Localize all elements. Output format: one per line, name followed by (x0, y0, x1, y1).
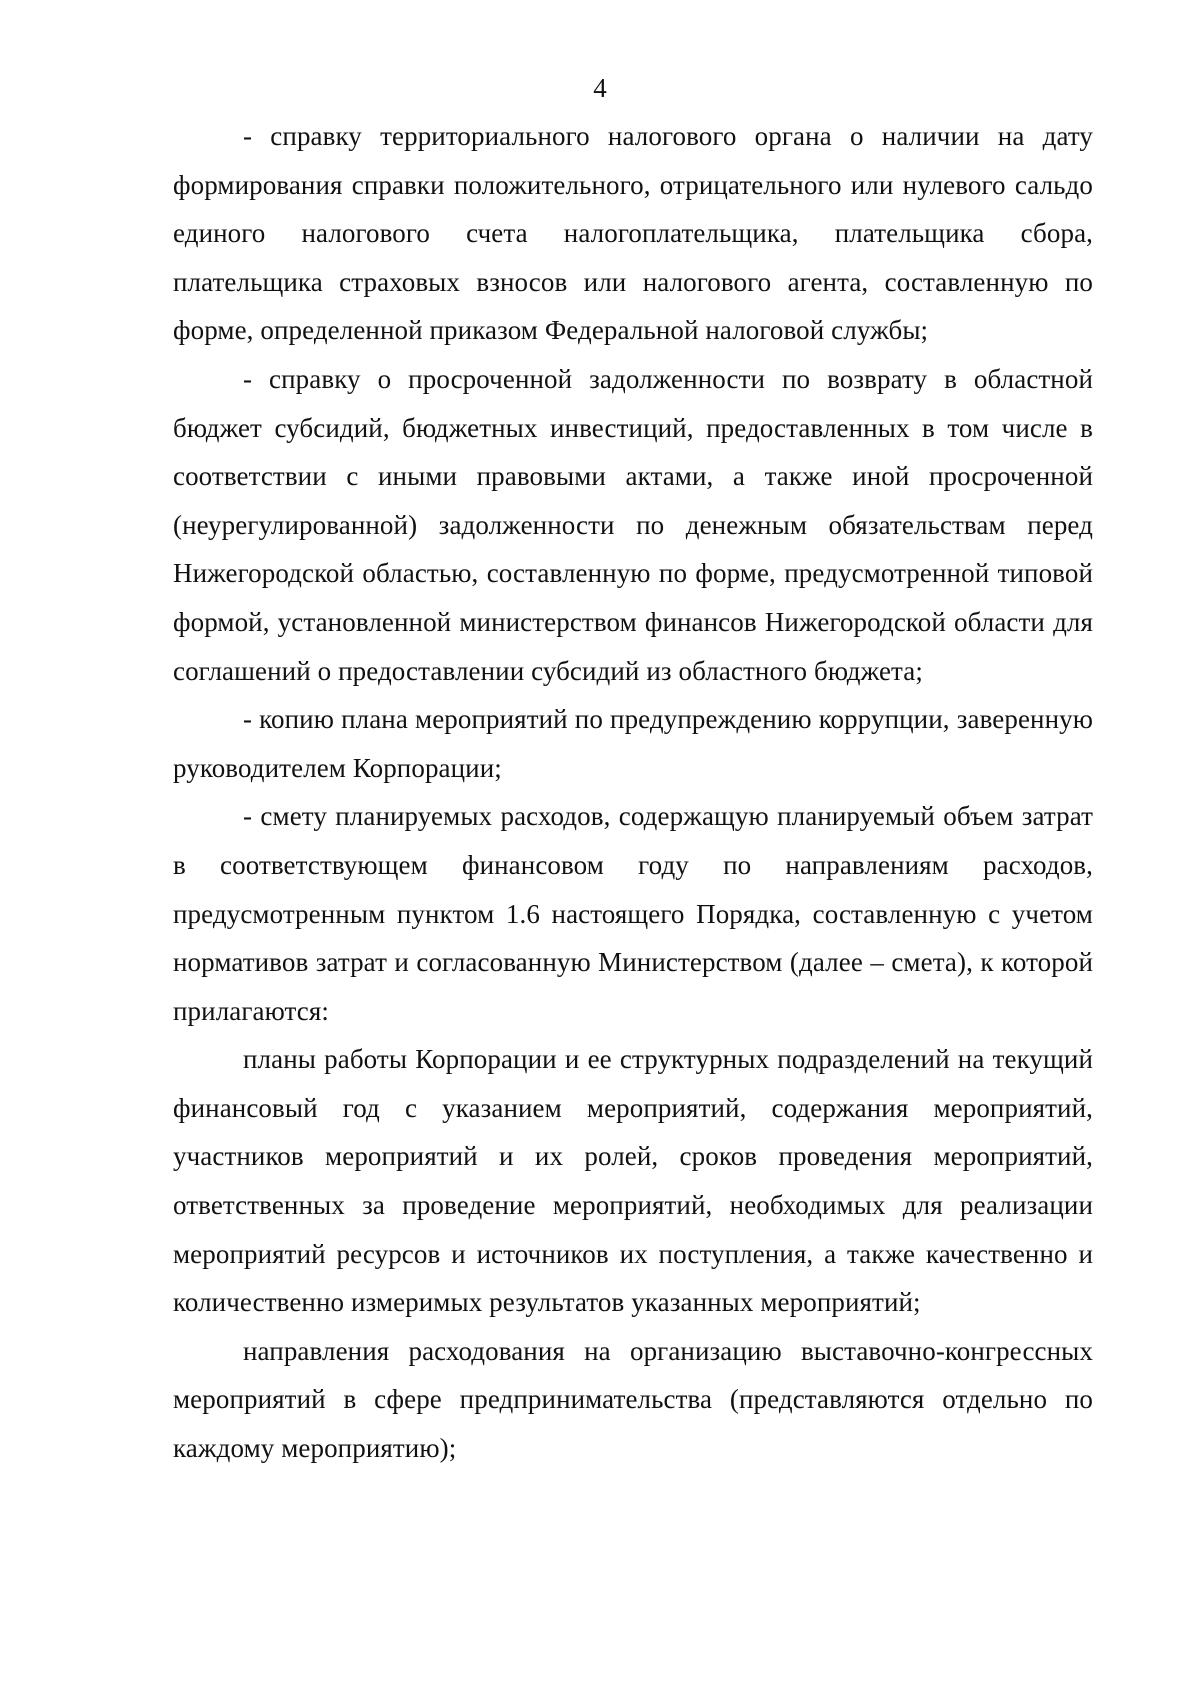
paragraph-expense-estimate: - смету планируемых расходов, содержащую планируемый объем затрат в соответствующем финансовом году по направлениям расходов, предусмотренным пунктом 1.6 настоящего Порядка, составленную с учетом нормативов затрат и согласованную Министерством (далее – смета), к которой прилагаются: (173, 801, 1093, 1026)
paragraph-anticorruption-plan: - копию плана мероприятий по предупреждению коррупции, заверенную руководителем Корпорации; (173, 704, 1093, 783)
document-body (173, 112, 1093, 1473)
paragraph-exhibition-expenses: направления расходования на организацию выставочно-конгрессных мероприятий в сфере предпринимательства (представляются отдельно по каждому мероприятию); (173, 1335, 1093, 1464)
paragraph-work-plans: планы работы Корпорации и ее структурных подразделений на текущий финансовый год с указанием мероприятий, содержания мероприятий, участников мероприятий и их ролей, сроков проведения мероприятий, ответственных за проведение мероприятий, необходимых для реализации мероприятий ресурсов и источников их поступления, а также качественно и количественно измеримых результатов указанных мероприятий; (173, 1044, 1093, 1318)
paragraph-overdue-debt-certificate: - справку о просроченной задолженности по возврату в областной бюджет субсидий, бюджетных инвестиций, предоставленных в том числе в соответствии с иными правовыми актами, а также иной просроченной (неурегулированной) задолженности по денежным обязательствам перед Нижегородской областью, составленную по форме, предусмотренной типовой формой, установленной министерством финансов Нижегородской области для соглашений о предоставлении субсидий из областного бюджета; (173, 363, 1093, 686)
paragraph-tax-certificate: - справку территориального налогового органа о наличии на дату формирования справки положительного, отрицательного или нулевого сальдо единого налогового счета налогоплательщика, плательщика сбора, плательщика страховых взносов или налогового агента, составленную по форме, определенной приказом Федеральной налоговой службы; (173, 121, 1093, 346)
page-number: 4 (593, 73, 607, 103)
